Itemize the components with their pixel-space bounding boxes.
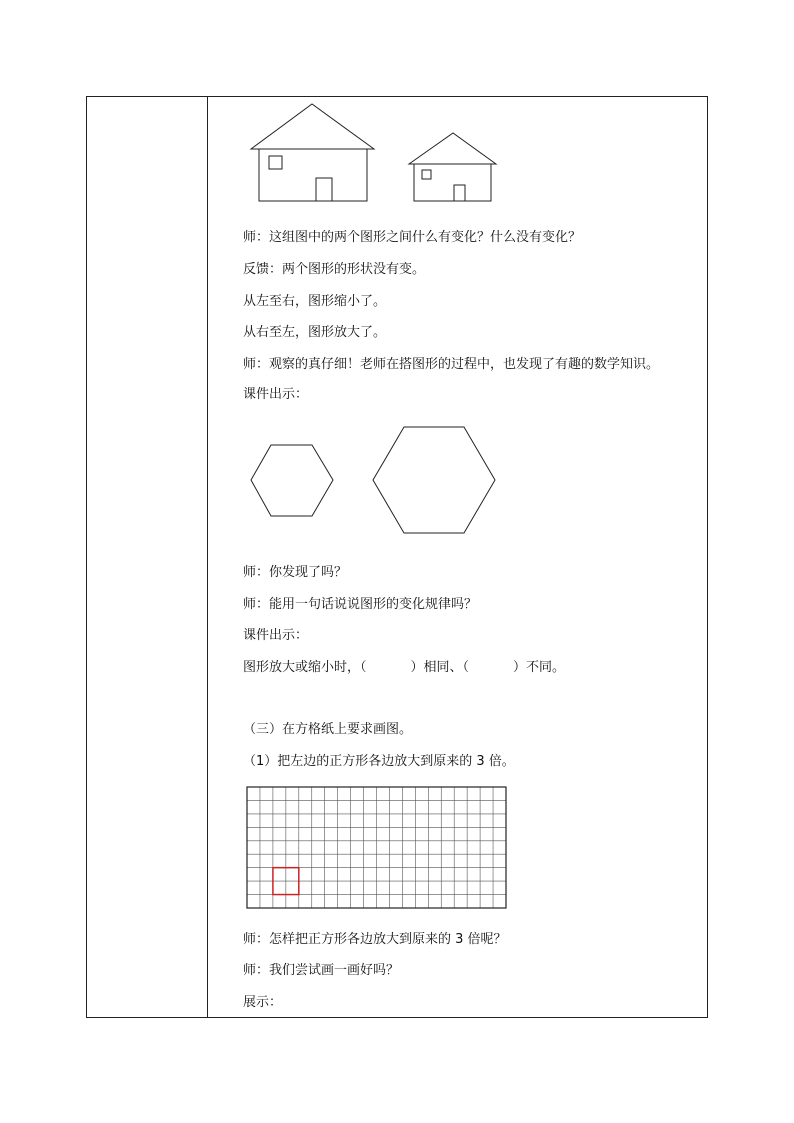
section-three-heading: （三）在方格纸上要求画图。 [243,722,413,737]
teacher-observe-text: 师：观察的真仔细！老师在搭图形的过程中，也发现了有趣的数学知识。 [243,357,660,372]
houses-figure [248,102,500,204]
large-hexagon [373,427,495,533]
fill-blank-part-2: ）相同、（ [410,660,470,675]
teacher-question-2: 师：你发现了吗？ [243,565,348,580]
teacher-question-4: 师：怎样把正方形各边放大到原来的 3 倍呢？ [243,932,507,947]
teacher-question-5: 师：我们尝试画一画好吗？ [243,963,400,978]
teacher-question-1: 师：这组图中的两个图形之间什么有变化？什么没有变化？ [243,230,582,245]
show-label: 展示： [243,995,283,1010]
feedback-text: 反馈：两个图形的形状没有变。 [243,262,426,277]
table-column-divider [207,96,208,1018]
task-one-text: （1）把左边的正方形各边放大到原来的 3 倍。 [243,754,515,769]
courseware-label-2: 课件出示： [243,628,309,643]
fill-blank-part-1: 图形放大或缩小时，（ [243,660,367,675]
large-house [251,104,374,201]
teacher-question-3: 师：能用一句话说说图形的变化规律吗？ [243,597,478,612]
courseware-label-1: 课件出示： [243,387,309,402]
fill-blank-part-3: ）不同。 [513,660,566,675]
hexagons-figure [248,424,500,538]
fill-blank-sentence [243,660,565,676]
grid-paper [246,786,508,910]
small-house [409,133,496,201]
small-hexagon [251,445,333,516]
right-to-left-text: 从右至左，图形放大了。 [243,325,387,340]
left-to-right-text: 从左至右，图形缩小了。 [243,294,387,309]
